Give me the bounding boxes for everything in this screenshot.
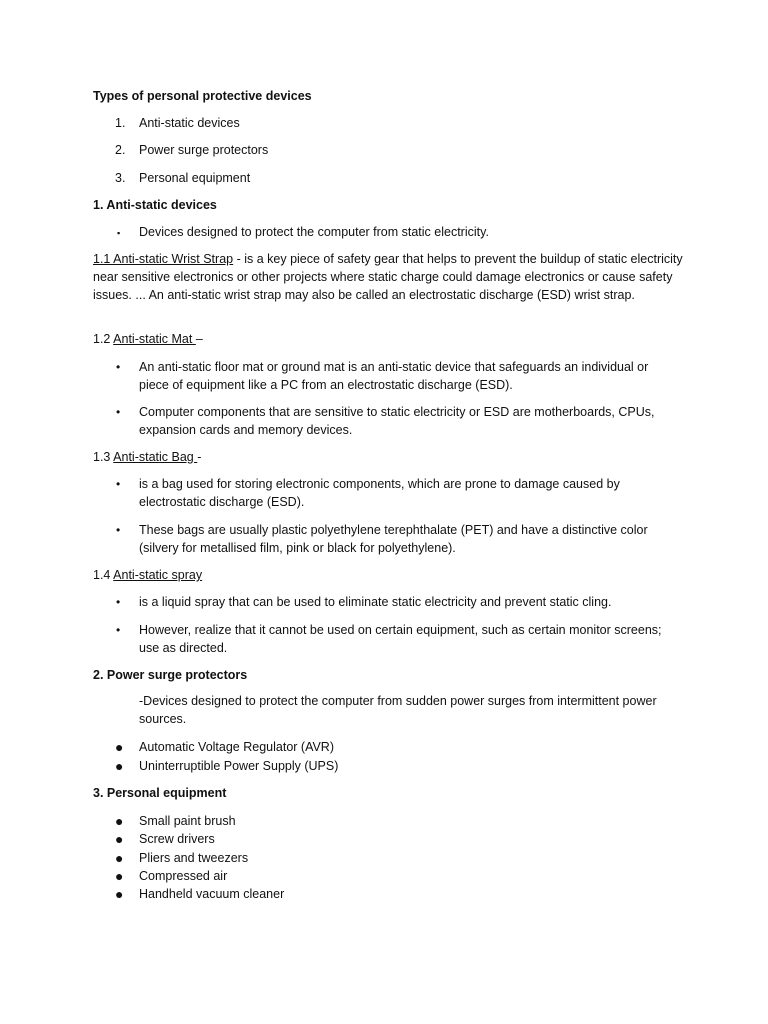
list-number: 1. <box>115 116 126 130</box>
list-item: Handheld vacuum cleaner <box>139 887 285 901</box>
power-surge-description: -Devices designed to protect the computer from sudden power surges from intermittent power sources. <box>139 694 657 726</box>
anti-static-mat-heading: 1.2 Anti-static Mat – <box>93 332 203 346</box>
wrist-strap-description: - is a key piece of safety gear that helps to prevent the buildup of static electricity near sensitive electronics or other projects where static charge could damage electronics or cause safety issues. ... An anti-static wrist strap may also be called an electrostatic discharge (ESD) wrist strap. <box>93 252 683 302</box>
dot-bullet-icon: • <box>116 405 121 419</box>
disc-bullet-icon: ● <box>115 813 124 829</box>
dot-bullet-icon: • <box>116 595 121 609</box>
list-item: Small paint brush <box>139 814 236 828</box>
disc-bullet-icon: ● <box>115 758 124 774</box>
anti-static-spray-term: Anti-static spray <box>113 568 203 582</box>
anti-static-mat-term: Anti-static Mat <box>113 332 196 346</box>
disc-bullet-icon: ● <box>115 886 124 902</box>
anti-static-bag-heading: 1.3 Anti-static Bag - <box>93 450 202 464</box>
square-bullet-icon: ▪ <box>117 228 121 238</box>
bullet-text: These bags are usually plastic polyethylene terephthalate (PET) and have a distinctive color (silvery for metallised film, pink or black for polyethylene). <box>139 523 648 555</box>
dot-bullet-icon: • <box>116 477 121 491</box>
dot-bullet-icon: • <box>116 360 121 374</box>
list-item: Personal equipment <box>139 171 251 185</box>
bullet-text: An anti-static floor mat or ground mat is an anti-static device that safeguards an individual or piece of equipment like a PC from an electrostatic discharge (ESD). <box>139 360 649 392</box>
anti-static-spray-heading: 1.4 Anti-static spray <box>93 568 203 582</box>
section-heading-anti-static: 1. Anti-static devices <box>93 198 217 212</box>
disc-bullet-icon: ● <box>115 831 124 847</box>
list-item: Compressed air <box>139 869 228 883</box>
anti-static-bag-term: Anti-static Bag <box>113 450 198 464</box>
document-title: Types of personal protective devices <box>93 89 312 103</box>
disc-bullet-icon: ● <box>115 739 124 755</box>
bullet-text: is a liquid spray that can be used to eliminate static electricity and prevent static cling. <box>139 595 612 609</box>
list-item: Screw drivers <box>139 832 215 846</box>
bullet-text: However, realize that it cannot be used on certain equipment, such as certain monitor screens; use as directed. <box>139 623 662 655</box>
list-number: 3. <box>115 171 126 185</box>
wrist-strap-term: 1.1 Anti-static Wrist Strap <box>93 252 234 266</box>
list-item: Uninterruptible Power Supply (UPS) <box>139 759 339 773</box>
list-item: Power surge protectors <box>139 143 269 157</box>
section-heading-power-surge: 2. Power surge protectors <box>93 668 248 682</box>
list-item: Pliers and tweezers <box>139 851 249 865</box>
dot-bullet-icon: • <box>116 523 121 537</box>
dot-bullet-icon: • <box>116 623 121 637</box>
list-item: Anti-static devices <box>139 116 240 130</box>
wrist-strap-paragraph <box>93 250 683 304</box>
list-number: 2. <box>115 143 126 157</box>
disc-bullet-icon: ● <box>115 868 124 884</box>
section-heading-personal-equipment: 3. Personal equipment <box>93 786 227 800</box>
list-item: Automatic Voltage Regulator (AVR) <box>139 740 335 754</box>
bullet-text: is a bag used for storing electronic components, which are prone to damage caused by electrostatic discharge (ESD). <box>139 477 620 509</box>
bullet-text: Devices designed to protect the computer from static electricity. <box>139 225 489 239</box>
bullet-text: Computer components that are sensitive to static electricity or ESD are motherboards, CPUs, expansion cards and memory devices. <box>139 405 655 437</box>
disc-bullet-icon: ● <box>115 850 124 866</box>
